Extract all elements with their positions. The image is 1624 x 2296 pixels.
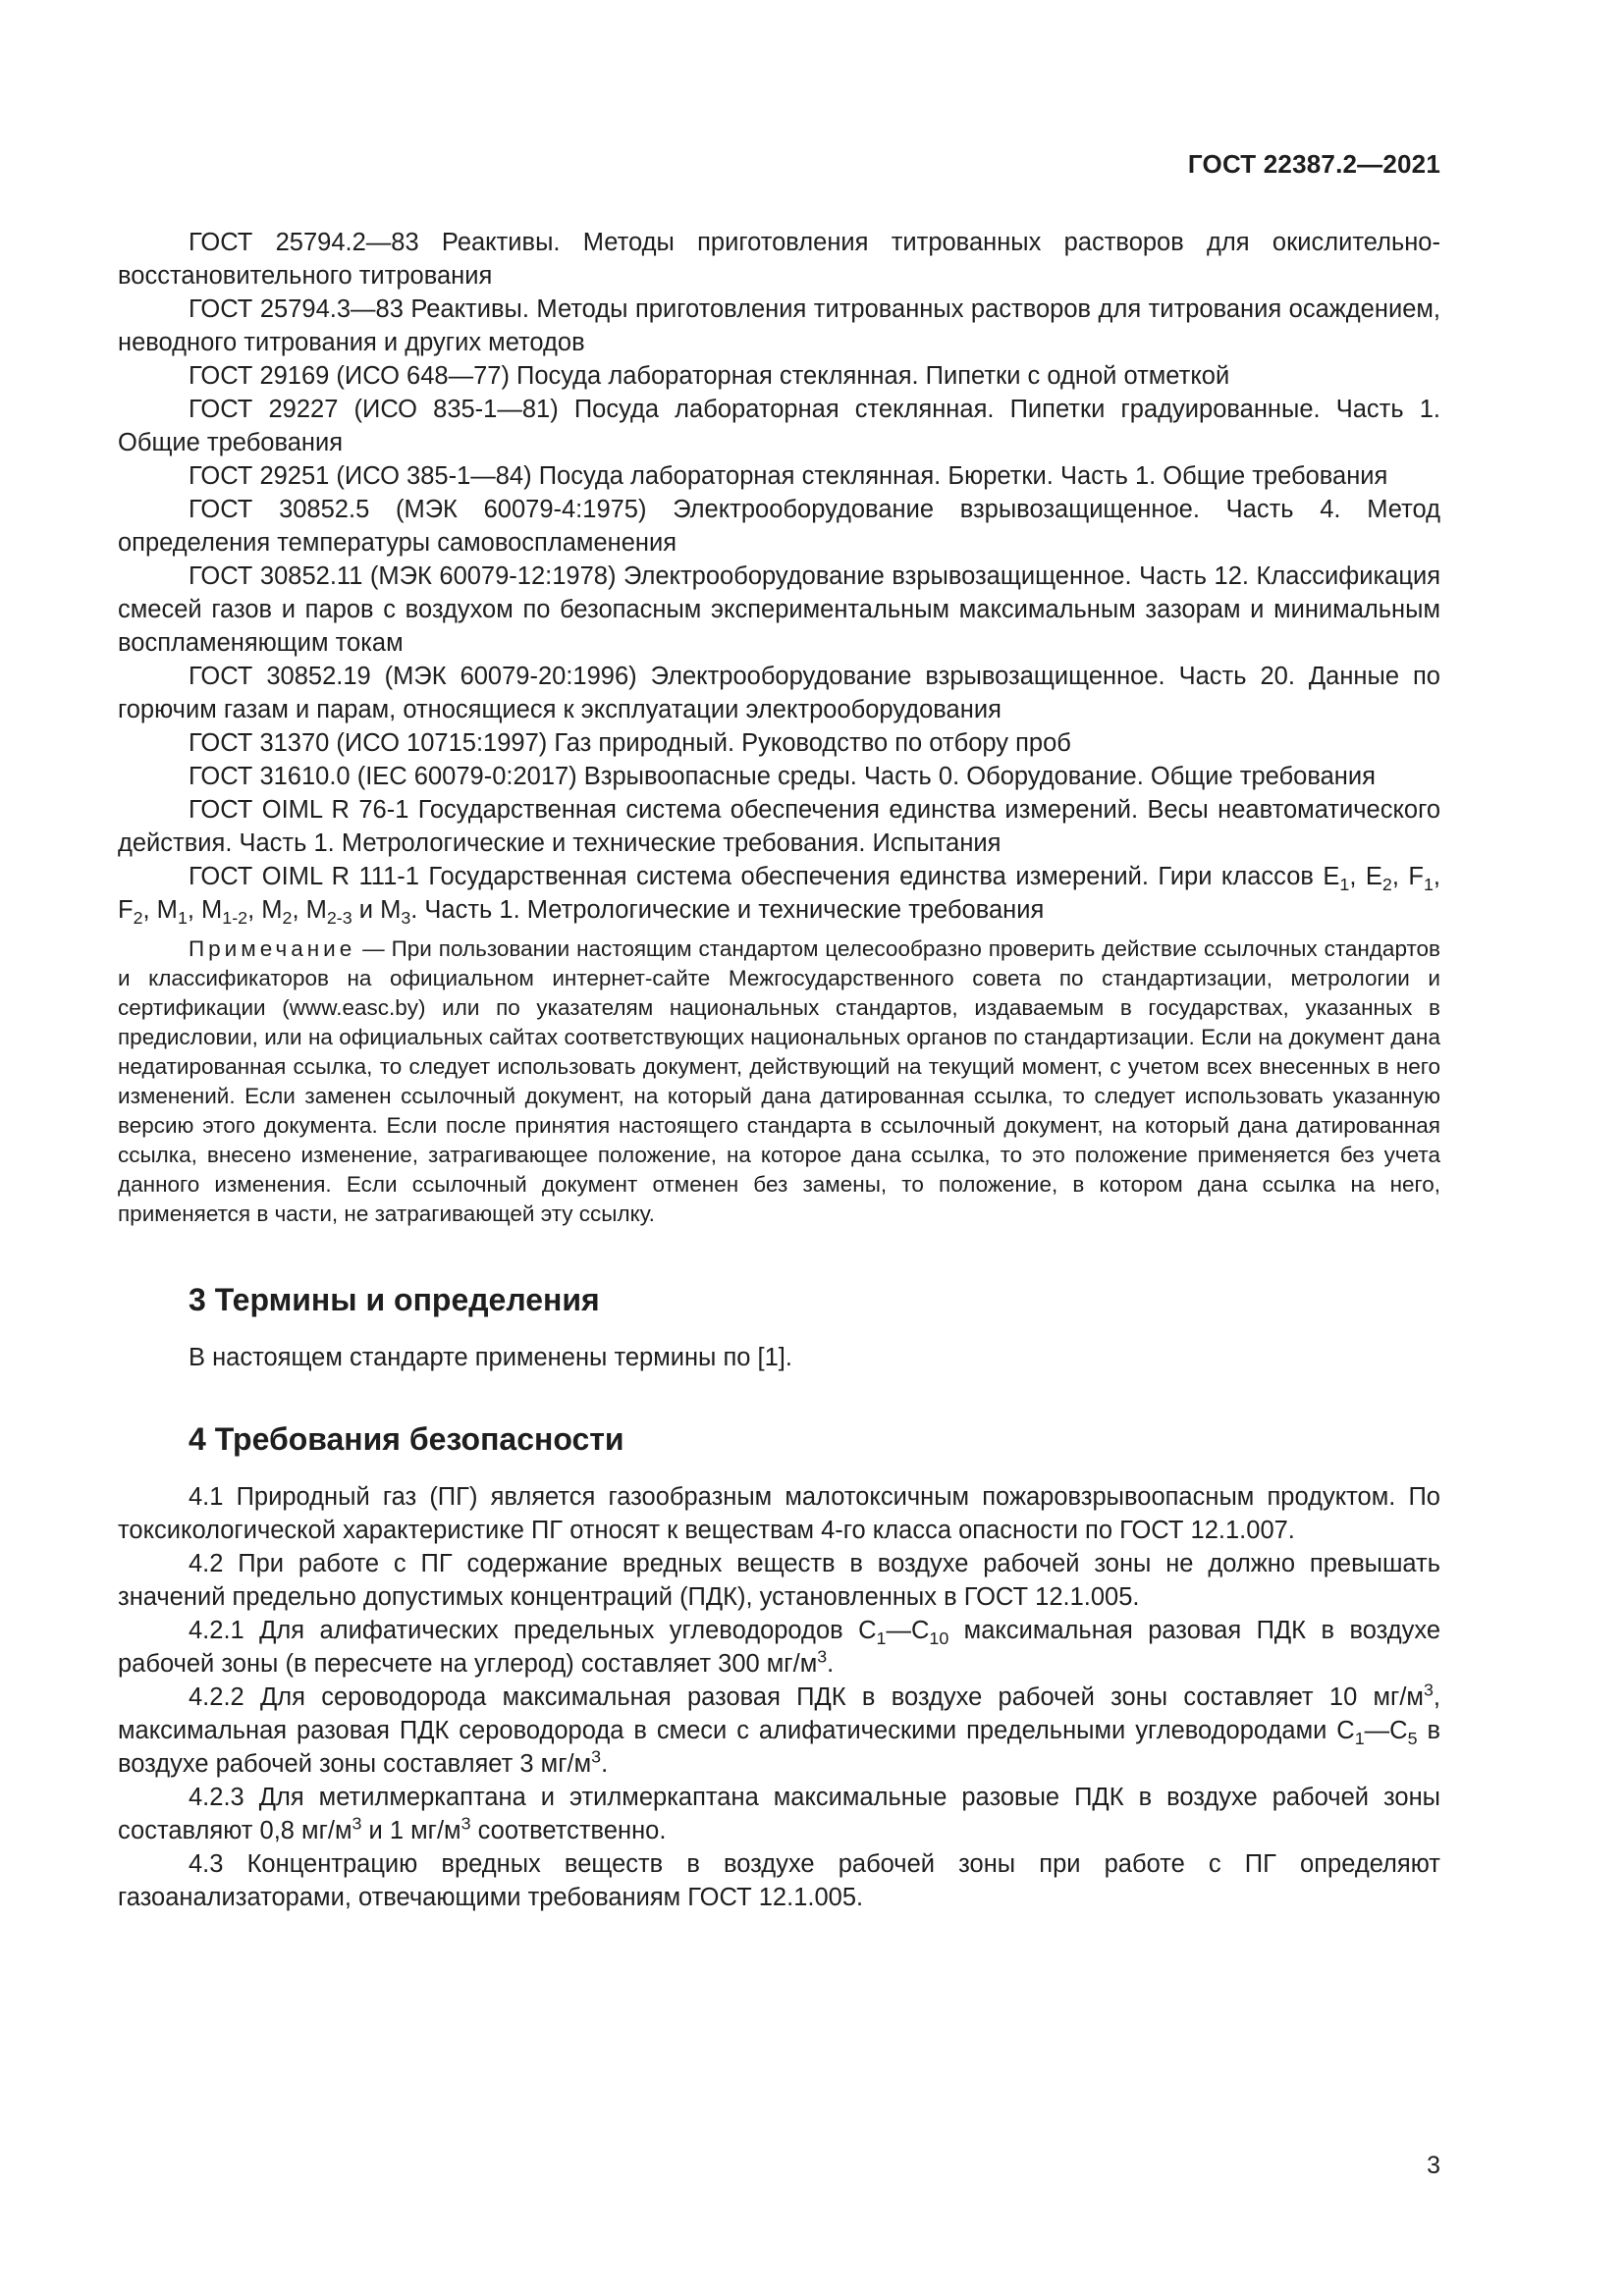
clause-4-2-3: 4.2.3 Для метилмеркаптана и этилмеркаптана максимальные разовые ПДК в воздухе рабочей зоны составляют 0,8 $мг/м^3$ и 1 $мг/м^3$ соответственно. (118, 1784, 1440, 1844)
reference-item: ГОСТ 30852.19 (МЭК 60079-20:1996) Электрооборудование взрывозащищенное. Часть 20. Данные по горючим газам и парам, относящиеся к эксплуатации электрооборудования (118, 663, 1440, 723)
reference-item: ГОСТ 31610.0 (IEC 60079-0:2017) Взрывоопасные среды. Часть 0. Оборудование. Общие требования (189, 763, 1376, 790)
section-4-heading: 4 Требования безопасности (189, 1421, 624, 1457)
clause-4-2-2: 4.2.2 Для сероводорода максимальная разовая ПДК в воздухе рабочей зоны составляет 10 $мг/м^3$, максимальная разовая ПДК сероводорода в смеси с алифатическими предельными углеводородами $С_1—С_5$ в воздухе рабочей зоны составляет 3 $мг/м^3$. (118, 1680, 1440, 1778)
page-number: 3 (1427, 2152, 1440, 2179)
section-3-text: В настоящем стандарте применены термины по [1]. (189, 1344, 792, 1371)
section-3-heading: 3 Термины и определения (189, 1282, 600, 1317)
reference-item: ГОСТ 30852.5 (МЭК 60079-4:1975) Электрооборудование взрывозащищенное. Часть 4. Метод определения температуры самовоспламенения (118, 496, 1440, 557)
clause-4-1: 4.1 Природный газ (ПГ) является газообразным малотоксичным пожаровзрывоопасным продуктом. По токсикологической характеристике ПГ относят к веществам 4-го класса опасности по ГОСТ 12.1.007. (118, 1483, 1440, 1544)
note-text: — При пользовании настоящим стандартом целесообразно проверить действие ссылочных стандартов и классификаторов на официальном интернет-сайте Межгосударственного совета по стандартизации, метрологии и сертификации (www.easc.by) или по указателям национальных стандартов, издаваемым в государствах, указанных в предисловии, или на официальных сайтах соответствующих национальных органов по стандартизации. Если на документ дана недатированная ссылка, то следует использовать документ, действующий на текущий момент, с учетом всех внесенных в него изменений. Если заменен ссылочный документ, на который дана датированная ссылка, то следует использовать указанную версию этого документа. Если после принятия настоящего стандарта в ссылочный документ, на который дана датированная ссылка, внесено изменение, затрагивающее положение, на которое дана ссылка, то это положение применяется без учета данного изменения. Если ссылочный документ отменен без замены, то положение, в котором дана ссылка на него, применяется в части, не затрагивающей эту ссылку. (118, 936, 1440, 1226)
reference-item: ГОСТ 30852.11 (МЭК 60079-12:1978) Электрооборудование взрывозащищенное. Часть 12. Классификация смесей газов и паров с воздухом по безопасным экспериментальным максимальным зазорам и минимальным воспламеняющим токам (118, 562, 1440, 657)
reference-item: ГОСТ OIML R 76-1 Государственная система обеспечения единства измерений. Весы неавтоматического действия. Часть 1. Метрологические и технические требования. Испытания (118, 796, 1440, 857)
reference-item-oiml-111: ГОСТ OIML R 111-1 Государственная система обеспечения единства измерений. Гири классов $E_1$, $E_2$, $F_1$, $F_2$, $M_1$, $M_{1-2}$, $M_2$, $M_{2-3}$ и $M_3$. Часть 1. Метрологические и технические требования (118, 863, 1440, 929)
clause-4-2-1: 4.2.1 Для алифатических предельных углеводородов $С_1—С_{10}$ максимальная разовая ПДК в воздухе рабочей зоны (в пересчете на углерод) составляет 300 $мг/м^3$. (118, 1617, 1441, 1678)
reference-item: ГОСТ 25794.2—83 Реактивы. Методы приготовления титрованных растворов для окислительно-восстановительного титрования (118, 229, 1440, 290)
reference-item: ГОСТ 29251 (ИСО 385-1—84) Посуда лабораторная стеклянная. Бюретки. Часть 1. Общие требования (189, 462, 1388, 490)
clause-4-3: 4.3 Концентрацию вредных веществ в воздухе рабочей зоны при работе с ПГ определяют газоанализаторами, отвечающими требованиям ГОСТ 12.1.005. (118, 1850, 1440, 1911)
reference-item: ГОСТ 25794.3—83 Реактивы. Методы приготовления титрованных растворов для титрования осаждением, неводного титрования и других методов (118, 295, 1440, 356)
reference-item: ГОСТ 29169 (ИСО 648—77) Посуда лабораторная стеклянная. Пипетки с одной отметкой (189, 362, 1230, 390)
reference-item: ГОСТ 31370 (ИСО 10715:1997) Газ природный. Руководство по отбору проб (189, 729, 1071, 757)
document-body (118, 226, 1440, 1914)
note-label: Примечание (189, 936, 356, 961)
clause-4-2: 4.2 При работе с ПГ содержание вредных веществ в воздухе рабочей зоны не должно превышать значений предельно допустимых концентраций (ПДК), установленных в ГОСТ 12.1.005. (118, 1550, 1440, 1611)
note-paragraph (118, 934, 1440, 1229)
document-code-header: ГОСТ 22387.2—2021 (1187, 149, 1440, 179)
reference-item: ГОСТ 29227 (ИСО 835-1—81) Посуда лабораторная стеклянная. Пипетки градуированные. Часть 1. Общие требования (118, 396, 1440, 456)
document-page (118, 0, 1440, 2296)
